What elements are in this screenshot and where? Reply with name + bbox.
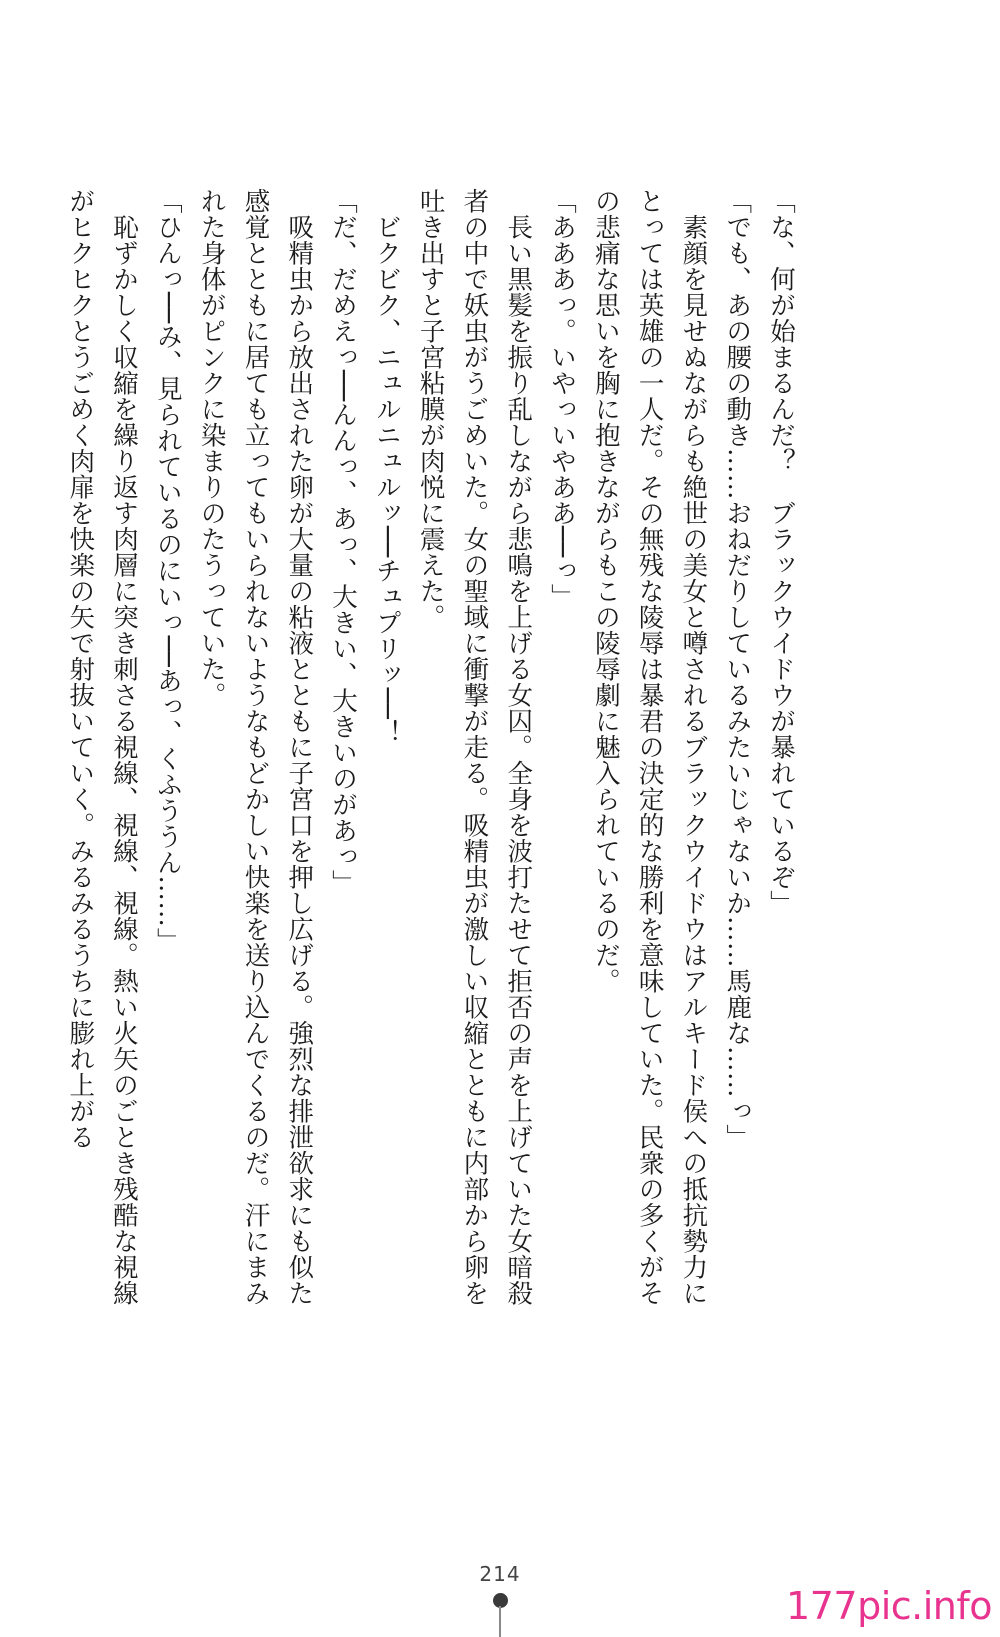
vertical-text-body: [65, 188, 802, 1323]
page-number: 214: [479, 1562, 521, 1586]
page-marker-line: [499, 1606, 501, 1637]
text-line: 「あああっ。いやっいやああ──っ」: [547, 188, 578, 610]
text-line: 恥ずかしく収縮を繰り返す肉層に突き刺さる視線、視線、視線。熱い火矢のごとき残酷な視線がヒクヒクとうごめく肉扉を快楽の矢で射抜いていく。みるみるうちに膨れ上がる: [65, 188, 140, 1306]
text-line: 「だ、だめえっ──んんっ、あっ、大きい、大きいのがあっ」: [328, 188, 359, 896]
text-line: 素顔を見せぬながらも絶世の美女と噂されるブラックウイドウはアルキード侯への抵抗勢力にとっては英雄の一人だ。その無残な陵辱は暴君の決定的な勝利を意味していた。民衆の多くがその悲痛な思いを胸に抱きながらもこの陵辱劇に魅入られているのだ。: [590, 188, 709, 1306]
text-line: 「でも、あの腰の動き……おねだりしているみたいじゃないか……馬鹿な……っ」: [722, 188, 753, 1150]
text-line: 長い黒髪を振り乱しながら悲鳴を上げる女囚。全身を波打たせて拒否の声を上げていた女暗殺者の中で妖虫がうごめいた。女の聖域に衝撃が走る。吸精虫が激しい収縮とともに内部から卵を吐き出すと子宮粘膜が肉悦に震えた。: [415, 188, 534, 1306]
text-line: 吸精虫から放出された卵が大量の粘液とともに子宮口を押し広げる。強烈な排泄欲求にも似た感覚とともに居ても立ってもいられないようなもどかしい快楽を送り込んでくるのだ。汗にまみれた身体がピンクに染まりのたうっていた。: [196, 188, 315, 1306]
text-line: 「な、何が始まるんだ？ ブラックウイドウが暴れているぞ」: [766, 188, 796, 916]
text-line: 「ひんっ──み、見られているのにいっ──あっ、くふううん……」: [152, 188, 183, 954]
watermark-text: 177pic.info: [786, 1584, 992, 1628]
text-line: ビクビク、ニュルニュルッ──チュプリッ──！: [371, 188, 402, 746]
